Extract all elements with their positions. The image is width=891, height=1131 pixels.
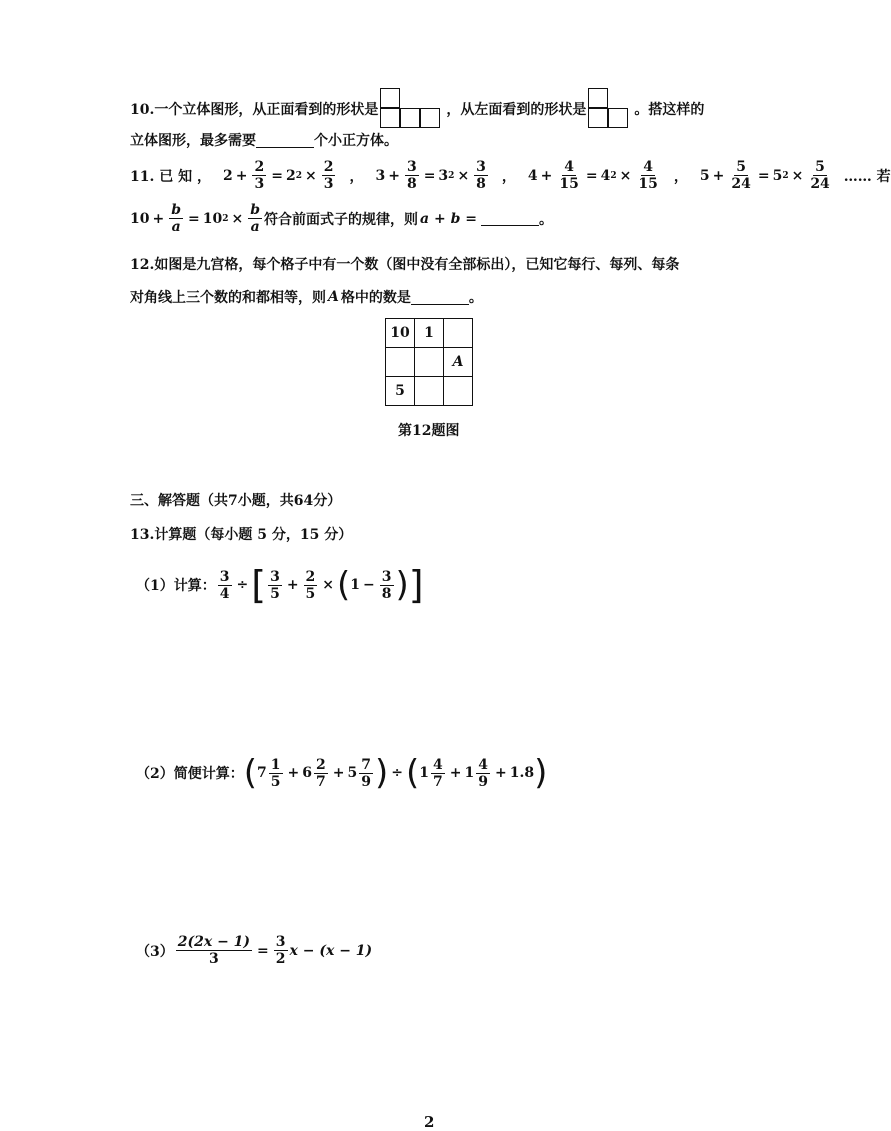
q10-text: ，从左面看到的形状是 — [446, 102, 587, 118]
q10-text: 。搭这样的 — [634, 102, 705, 118]
grid-cell: 1 — [415, 319, 444, 348]
q12-text: 格中的数是 — [340, 290, 411, 306]
term-whole: 4 — [527, 167, 538, 184]
term: x − (x − 1) — [289, 942, 373, 959]
q10-line1 — [130, 88, 704, 130]
q13-part2: （2）简便计算： ( 7 $\frac{1}{5}$ + 6 $\frac{2}{7}$ + 5 $\frac{7}{9}$ ) ÷ ( 1 $\frac{4}{7}$ + 1 $\frac{4}{9}$ + 1.8 ) — [136, 753, 548, 793]
term-base: 4 — [600, 167, 611, 184]
fraction: $\frac{3}{5}$ — [270, 568, 280, 602]
fraction: $\frac{b}{a}$ — [171, 202, 182, 235]
right-paren: ) — [534, 753, 548, 793]
term-whole: 5 — [699, 167, 710, 184]
fraction: $\frac{2}{3}$ — [323, 159, 334, 192]
grid-cell — [444, 319, 473, 348]
q12-line1: 12.如图是九宫格，每个格子中有一个数（图中没有全部标出），已知它每行、每列、每条 — [130, 257, 680, 273]
ellipsis: …… 若 — [843, 168, 891, 185]
operator: − — [363, 577, 375, 593]
operator: = — [257, 942, 269, 959]
mixed-number: 5 $\frac{7}{9}$ — [347, 756, 371, 790]
operator: ÷ — [391, 765, 403, 781]
q11-line2: 10 + $\frac{b}{a}$ = 10 2 × $\frac{b}{a}$ 符合前面式子的规律，则 a + b = 。 — [130, 202, 553, 235]
left-paren: ( — [337, 565, 351, 605]
q12-var: A — [328, 289, 339, 305]
part-label: （2）简便计算： — [136, 766, 244, 782]
q13-part1 — [136, 563, 424, 607]
fraction: $\frac{5}{24}$ — [731, 159, 751, 192]
grid-cell — [415, 377, 444, 406]
figure-caption: 第12题图 — [398, 423, 460, 439]
part-label: （1）计算： — [136, 578, 216, 594]
exponent: 2 — [222, 213, 229, 224]
right-paren: ) — [395, 565, 409, 605]
answer-blank[interactable] — [411, 290, 469, 305]
term-base: 2 — [285, 167, 296, 184]
term-base: 10 — [202, 210, 223, 227]
term-base: 5 — [772, 167, 783, 184]
page-number: 2 — [424, 1113, 435, 1131]
grid-cell — [386, 348, 415, 377]
fraction: $\frac{4}{15}$ — [559, 159, 579, 192]
q12-text: 对角线上三个数的和都相等，则 — [130, 290, 326, 306]
q13-part3 — [136, 935, 372, 966]
q10-text: 10.一个立体图形，从正面看到的形状是 — [130, 102, 379, 118]
right-bracket: ] — [408, 563, 424, 607]
fraction: $\frac{3}{4}$ — [219, 568, 230, 602]
grid-cell: 10 — [386, 319, 415, 348]
q10-text: 立体图形，最多需要 — [130, 133, 256, 149]
right-paren: ) — [374, 753, 389, 793]
grid-cell — [415, 348, 444, 377]
mixed-number: 7 $\frac{1}{5}$ — [257, 756, 281, 790]
exponent: 2 — [782, 170, 789, 181]
grid-cell: A — [444, 348, 473, 377]
q13-title: 13.计算题（每小题 5 分，15 分） — [130, 527, 353, 543]
q11-expression: a + b = — [420, 210, 477, 227]
part-label: （3） — [136, 943, 174, 960]
answer-blank[interactable] — [481, 211, 539, 226]
fraction: $\frac{2(2x - 1)}{3}$ — [177, 934, 251, 967]
exponent: 2 — [610, 170, 617, 181]
fraction: $\frac{4}{15}$ — [638, 159, 658, 192]
period: 。 — [468, 290, 483, 306]
fraction: $\frac{5}{24}$ — [810, 159, 830, 192]
grid-cell — [444, 377, 473, 406]
q11-prefix: 11. 已 知 ， — [130, 168, 211, 185]
term-whole: 3 — [375, 167, 386, 184]
exponent: 2 — [295, 170, 302, 181]
q10-text: 个小正方体。 — [314, 133, 398, 149]
term-whole: 10 — [130, 210, 150, 227]
fraction: $\frac{b}{a}$ — [250, 202, 261, 235]
q11-line1: 11. 已 知 ， 2 + $\frac{2}{3}$ = 2 2 × $\frac{2}{3}$ ， 3 + $\frac{3}{8}$ = 3 2 × $\frac{3}{8}$ ， 4 + $\frac{4}{15}$ = 4 2 × $\frac{4}{15}$ ， 5 + $\frac{5}{24}$ = 5 2 × $\frac{5}{24}$ …… 若 — [130, 159, 891, 192]
grid-cell: 5 — [386, 377, 415, 406]
operator: × — [322, 577, 335, 593]
left-bracket: [ — [251, 563, 267, 607]
section-title: 三、解答题（共7小题，共64分） — [130, 493, 342, 509]
q10-line2 — [130, 130, 398, 150]
fraction: $\frac{3}{8}$ — [406, 159, 417, 192]
mixed-number: 1 $\frac{4}{7}$ — [419, 756, 443, 790]
mixed-number: 6 $\frac{2}{7}$ — [302, 756, 326, 790]
fraction: $\frac{3}{2}$ — [275, 934, 286, 967]
left-paren: ( — [405, 753, 420, 793]
operator: ÷ — [236, 577, 249, 593]
q12-line2 — [130, 287, 483, 307]
fraction: $\frac{3}{8}$ — [381, 568, 392, 602]
term-base: 3 — [438, 167, 449, 184]
term: 1 — [350, 577, 361, 593]
left-paren: ( — [243, 753, 258, 793]
period: 。 — [538, 211, 553, 228]
fraction: $\frac{3}{8}$ — [476, 159, 486, 192]
fraction: $\frac{2}{3}$ — [254, 159, 265, 192]
operator: + — [286, 577, 299, 593]
term: 1.8 — [509, 765, 535, 781]
q11-text: 符合前面式子的规律，则 — [264, 211, 419, 228]
fraction: $\frac{2}{5}$ — [305, 568, 316, 602]
exponent: 2 — [448, 170, 455, 181]
front-view-shape — [380, 88, 444, 130]
mixed-number: 1 $\frac{4}{9}$ — [464, 756, 488, 790]
answer-blank[interactable] — [256, 133, 314, 148]
term-whole: 2 — [222, 167, 233, 184]
magic-square-grid — [385, 318, 473, 406]
left-view-shape — [588, 88, 632, 130]
